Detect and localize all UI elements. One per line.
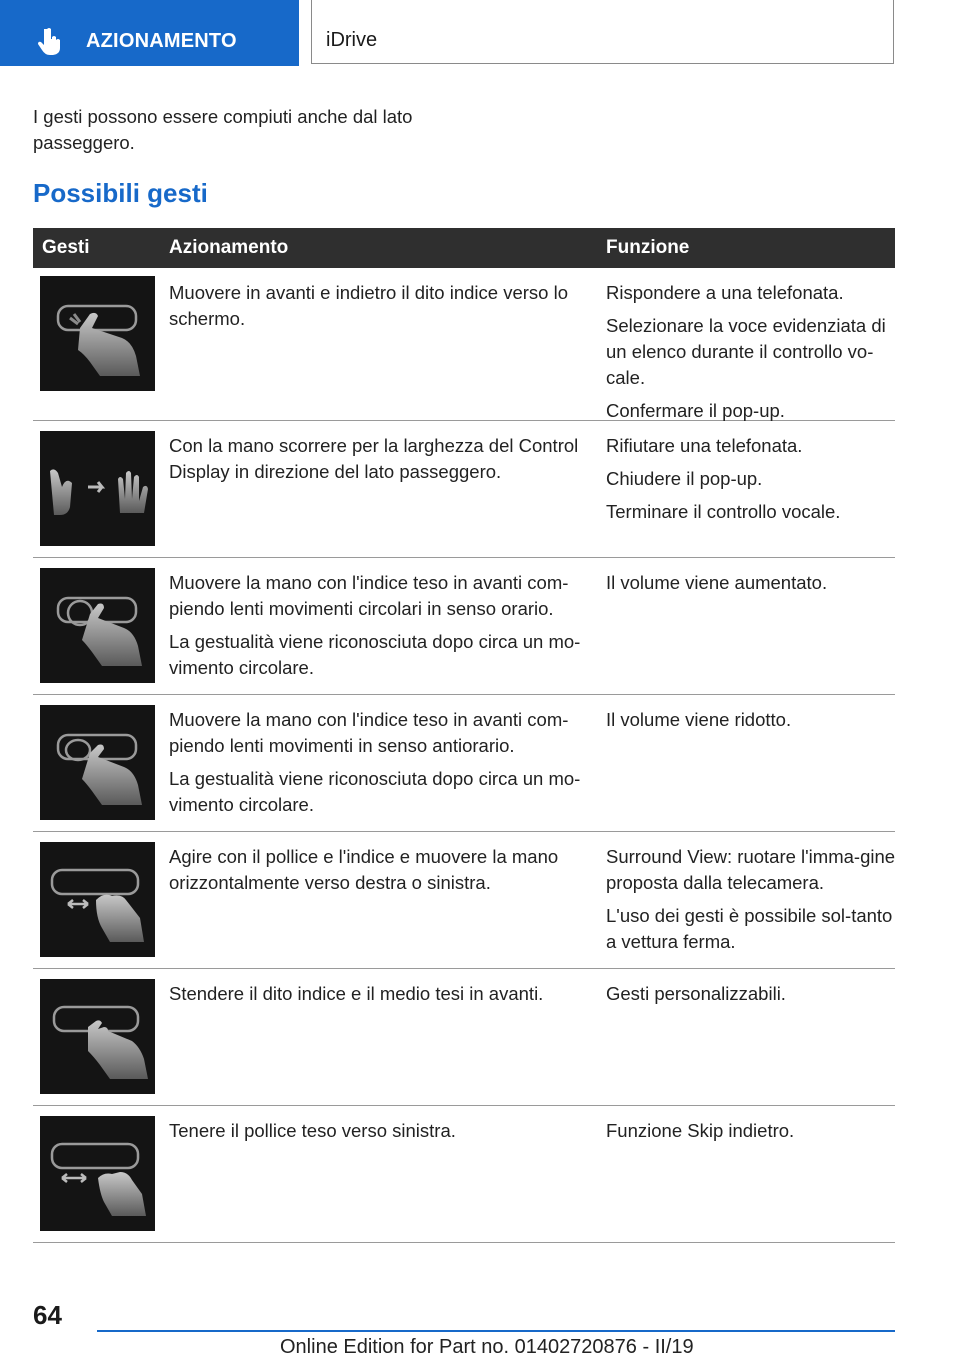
section-title: Possibili gesti [33, 178, 208, 208]
hand-pointer-icon [36, 26, 66, 56]
action-cell: Stendere il dito indice e il medio tesi in avanti. [169, 983, 544, 1004]
chapter-tab [311, 0, 894, 64]
table-row [33, 832, 895, 969]
gesture-circle-clockwise-icon [40, 568, 155, 683]
action-cell: Agire con il pollice e l'indice e muovere la mano orizzontalmente verso destra o sinistra. [169, 846, 559, 893]
edition-text: Online Edition for Part no. 01402720876 - II/19 [280, 1336, 694, 1358]
footer-divider [97, 1330, 895, 1332]
page-number: 64 [33, 1300, 62, 1330]
action-cell: Muovere in avanti e indietro il dito indice verso lo schermo. [169, 282, 568, 329]
section-label: AZIONAMENTO [86, 30, 237, 52]
table-row [33, 969, 895, 1106]
gesture-swipe-hand-icon [40, 431, 155, 546]
function-cell: Il volume viene ridotto. [606, 709, 792, 730]
gesture-pinch-horizontal-icon [40, 842, 155, 957]
function-cell: Funzione Skip indietro. [606, 1120, 795, 1141]
function-cell: Surround View: ruotare l'imma-gine proposta dalla telecamera. L'uso dei gesti è possibile sol-tanto a vettura ferma. [606, 846, 896, 952]
header-gesti: Gesti [42, 237, 90, 258]
table-row [33, 695, 895, 832]
function-cell: Rifiutare una telefonata. Chiudere il pop-up. Terminare il controllo vocale. [606, 435, 841, 522]
action-cell: Tenere il pollice teso verso sinistra. [169, 1120, 456, 1141]
function-cell: Il volume viene aumentato. [606, 572, 828, 593]
gesture-circle-counterclockwise-icon [40, 705, 155, 820]
function-cell: Rispondere a una telefonata. Selezionare la voce evidenziata di un elenco durante il controllo vo-cale. Confermare il pop-up. [606, 282, 886, 421]
action-cell: Muovere la mano con l'indice teso in avanti com-piendo lenti movimenti in senso antiorario. La gestualità viene riconosciuta dopo circa un mo-vimento circolare. [169, 709, 581, 815]
section-tab [0, 0, 299, 66]
action-cell: Muovere la mano con l'indice teso in avanti com-piendo lenti movimenti circolari in senso orario. La gestualità viene riconosciuta dopo circa un mo-vimento circolare. [169, 572, 581, 678]
table-row [33, 1106, 895, 1243]
function-cell: Gesti personalizzabili. [606, 983, 786, 1004]
table-row [33, 268, 895, 421]
gesture-two-fingers-icon [40, 979, 155, 1094]
chapter-label: iDrive [326, 29, 378, 51]
table-row [33, 558, 895, 695]
gesture-thumb-left-icon [40, 1116, 155, 1231]
gesture-point-forward-icon [40, 276, 155, 391]
header-azionamento: Azionamento [169, 237, 289, 258]
table-header [33, 228, 895, 268]
gestures-table [33, 228, 895, 1243]
action-cell: Con la mano scorrere per la larghezza del Control Display in direzione del lato passeggero. [169, 435, 579, 482]
table-row [33, 421, 895, 558]
intro-paragraph: I gesti possono essere compiuti anche dal lato passeggero. [33, 106, 413, 153]
header-funzione: Funzione [606, 237, 690, 258]
